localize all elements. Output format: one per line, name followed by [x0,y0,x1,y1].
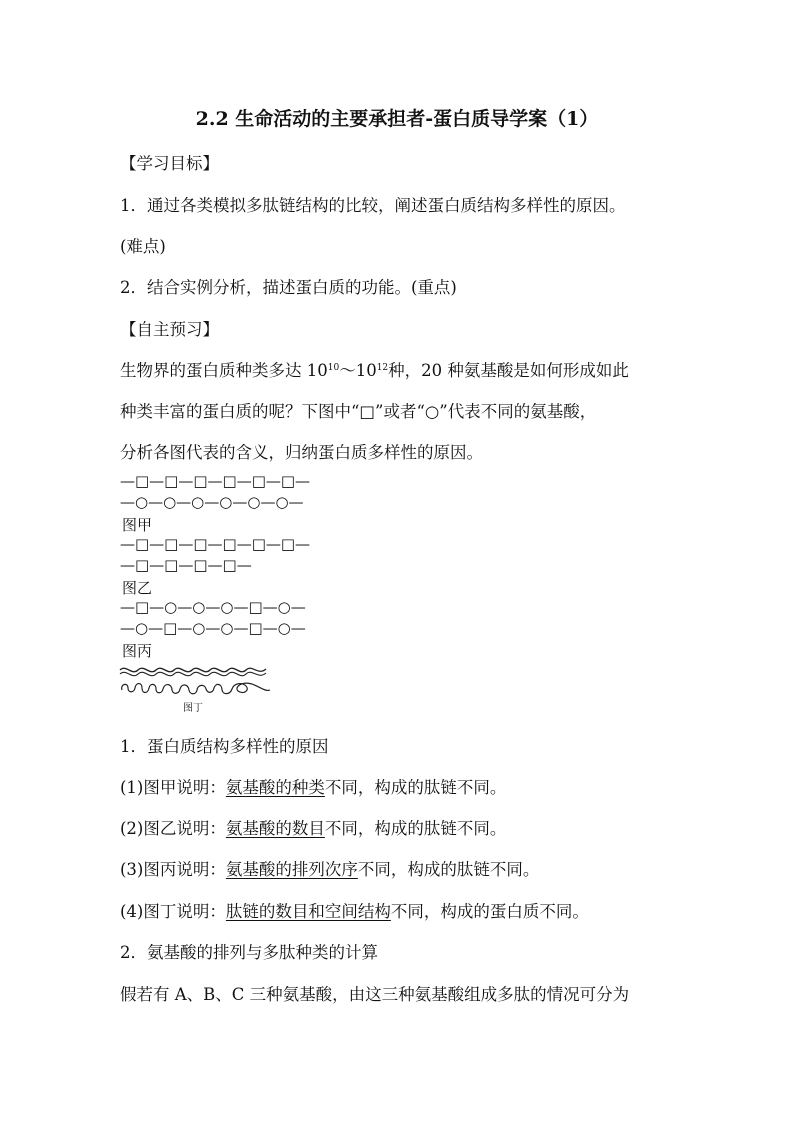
figure-jia-chain-2: —○—○—○—○—○—○— [120,493,304,511]
figure-bing-chain-2: —○—□—○—○—□—○— [120,619,306,637]
figure-ding-label: 图丁 [183,703,203,714]
reason-4-suffix: 不同，构成的蛋白质不同。 [390,902,589,921]
goal-1: 1．通过各类模拟多肽链结构的比较，阐述蛋白质结构多样性的原因。 [120,196,626,215]
reason-3-prefix: (3)图丙说明： [120,860,226,879]
reason-2-suffix: 不同，构成的肽链不同。 [324,819,507,838]
figure-jia-chain-1: —□—□—□—□—□—□— [120,472,311,490]
goals-header: 【学习目标】 [120,154,219,173]
reason-2-answer: 氨基酸的数目 [225,819,325,838]
preview-header: 【自主预习】 [120,320,219,339]
calc-header: 2．氨基酸的排列与多肽种类的计算 [120,943,378,962]
reason-3 [120,856,539,880]
reason-1-suffix: 不同，构成的肽链不同。 [324,778,507,797]
page-title: 2.2 生命活动的主要承担者-蛋白质导学案（1） [195,108,599,130]
exponent-10: 10 [327,363,340,373]
reason-1-answer: 氨基酸的种类 [225,778,325,797]
intro-text-c: 种，20 种氨基酸是如何形成如此 [388,361,629,380]
reason-4-answer: 肽链的数目和空间结构 [225,902,391,921]
reason-2-prefix: (2)图乙说明： [120,819,226,838]
reason-4 [120,898,589,922]
figure-jia-label: 图甲 [122,516,153,534]
reason-1 [120,774,506,798]
figure-yi-chain-1: —□—□—□—□—□—□— [120,535,311,553]
goal-1-note: (难点) [120,237,166,256]
reason-4-prefix: (4)图丁说明： [120,902,226,921]
figure-bing-chain-1: —□—○—○—○—□—○— [120,598,306,616]
exponent-12: 12 [376,363,389,373]
goal-2: 2．结合实例分析，描述蛋白质的功能。(重点) [120,278,457,297]
reason-3-answer: 氨基酸的排列次序 [225,860,358,879]
intro-line-1 [120,357,629,381]
reason-2 [120,815,506,839]
figure-yi-chain-2: —□—□—□—□— [120,556,252,574]
calc-text: 假若有 A、B、C 三种氨基酸，由这三种氨基酸组成多肽的情况可分为 [120,985,630,1004]
figure-bing-label: 图丙 [122,642,153,660]
figure-ding-peptide-drawing [118,662,273,698]
reason-3-suffix: 不同，构成的肽链不同。 [357,860,540,879]
intro-line-2: 种类丰富的蛋白质的呢？下图中“□”或者“○”代表不同的氨基酸， [120,402,597,421]
reason-1-prefix: (1)图甲说明： [120,778,226,797]
intro-line-3: 分析各图代表的含义，归纳蛋白质多样性的原因。 [120,443,483,462]
figure-yi-label: 图乙 [122,579,153,597]
intro-text-a: 生物界的蛋白质种类多达 10 [120,361,328,380]
reasons-header: 1．蛋白质结构多样性的原因 [120,737,329,756]
intro-text-b: ～10 [339,361,377,380]
